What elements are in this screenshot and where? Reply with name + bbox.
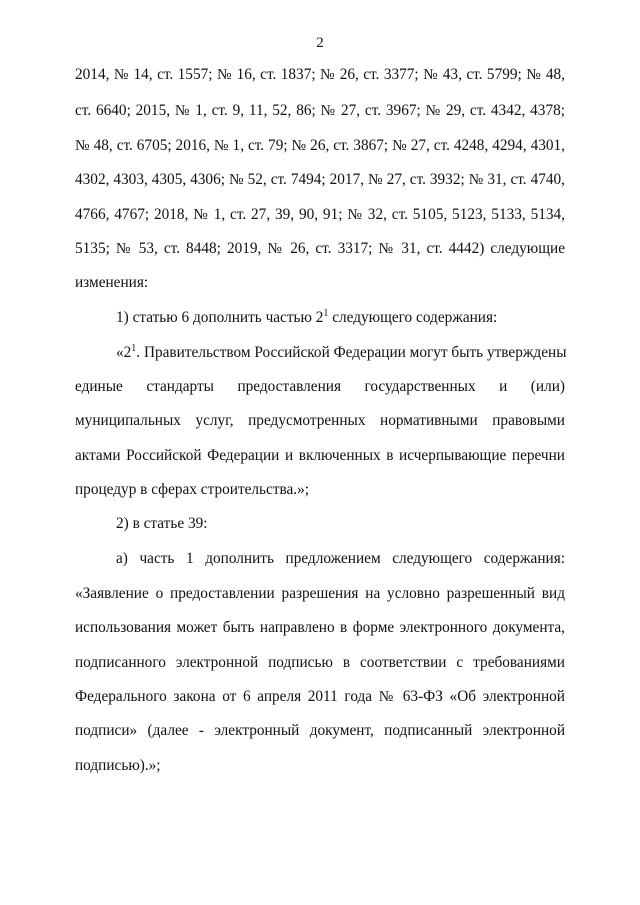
text-line: актами Российской Федерации и включенных в исчерпывающие перечни bbox=[75, 447, 565, 464]
text-fragment: 1) статью 6 дополнить частью 2 bbox=[116, 309, 324, 326]
text-line: подписью).»; bbox=[75, 757, 161, 774]
text-line: «Заявление о предоставлении разрешения на условно разрешенный вид bbox=[75, 585, 565, 602]
text-line: процедур в сферах строительства.»; bbox=[75, 481, 310, 498]
superscript: 1 bbox=[323, 308, 329, 319]
text-line: изменения: bbox=[75, 274, 149, 291]
text-line: 2014, № 14, ст. 1557; № 16, ст. 1837; № 26, ст. 3377; № 43, ст. 5799; № 48, bbox=[75, 66, 565, 83]
text-line: использования может быть направлено в форме электронного документа, bbox=[75, 619, 565, 636]
text-line: 4302, 4303, 4305, 4306; № 52, ст. 7494; 2017, № 27, ст. 3932; № 31, ст. 4740, bbox=[75, 171, 565, 188]
paragraph-item-1 bbox=[116, 308, 565, 328]
text-line: подписанного электронной подписью в соответствии с требованиями bbox=[75, 654, 565, 671]
text-line: 5135; № 53, ст. 8448; 2019, № 26, ст. 3317; № 31, ст. 4442) следующие bbox=[75, 240, 565, 257]
page-number: 2 bbox=[316, 35, 324, 51]
text-line: подписи» (далее - электронный документ, подписанный электронной bbox=[75, 722, 565, 739]
text-fragment: . Правительством Российской Федерации могут быть утверждены bbox=[136, 344, 567, 361]
superscript: 1 bbox=[131, 343, 137, 354]
text-fragment: «2 bbox=[116, 344, 132, 361]
quoted-paragraph-start bbox=[116, 343, 565, 363]
text-line: № 48, ст. 6705; 2016, № 1, ст. 79; № 26, ст. 3867; № 27, ст. 4248, 4294, 4301, bbox=[75, 137, 565, 154]
text-line: Федерального закона от 6 апреля 2011 года № 63-ФЗ «Об электронной bbox=[75, 688, 565, 705]
text-line: единые стандарты предоставления государственных и (или) bbox=[75, 378, 565, 395]
text-fragment: следующего содержания: bbox=[328, 309, 498, 326]
subparagraph-a: а) часть 1 дополнить предложением следующего содержания: bbox=[116, 550, 565, 567]
text-line: ст. 6640; 2015, № 1, ст. 9, 11, 52, 86; № 27, ст. 3967; № 29, ст. 4342, 4378; bbox=[75, 102, 565, 119]
text-line: муниципальных услуг, предусмотренных нормативными правовыми bbox=[75, 412, 565, 429]
paragraph-item-2: 2) в статье 39: bbox=[116, 515, 208, 532]
text-line: 4766, 4767; 2018, № 1, ст. 27, 39, 90, 91; № 32, ст. 5105, 5123, 5133, 5134, bbox=[75, 206, 565, 223]
